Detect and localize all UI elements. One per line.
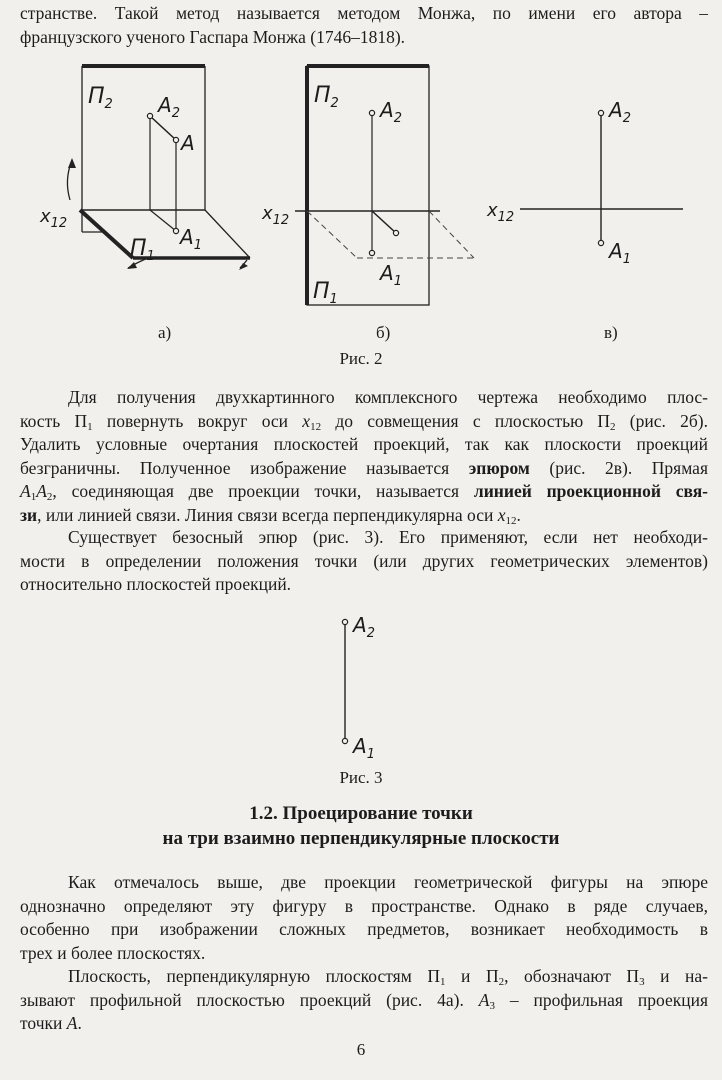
text-line: странстве. Такой метод называется методом Монжа, по имени его автора – bbox=[20, 3, 708, 23]
text-line: Удалить условные очертания плоскостей проекций, так как плоскости проекций bbox=[20, 434, 708, 454]
figure-2-caption: Рис. 2 bbox=[339, 349, 383, 368]
text-line: мости в определении положения точки (или других геометрических элементов) bbox=[20, 550, 708, 571]
label-axis-x12: $x_{12}$ bbox=[487, 200, 515, 225]
caption-2a: а) bbox=[158, 323, 172, 342]
text-line: $A_1A_2$, соединяющая две проекции точки, называется линией проекционной свя- bbox=[20, 481, 708, 503]
figure-2c bbox=[486, 98, 683, 267]
paragraph-2 bbox=[20, 526, 708, 597]
section-heading: 1.2. Проецирование точки bbox=[249, 803, 473, 824]
figure-2a bbox=[39, 66, 250, 270]
text-line: относительно плоскостей проекций. bbox=[20, 574, 292, 594]
label-point-a2: $A_2$ bbox=[158, 93, 180, 121]
figure-3 bbox=[300, 605, 420, 765]
label-point-a2: $A_2$ bbox=[609, 98, 631, 126]
label-point-a1: $A_1$ bbox=[353, 734, 375, 762]
paragraph-3 bbox=[20, 871, 708, 965]
text-line: зи, или линией связи. Линия связи всегда перпендикулярна оси $x_{12}$. bbox=[20, 504, 521, 527]
label-plane-p1: $П_1$ bbox=[130, 236, 155, 264]
label-point-a1: $A_1$ bbox=[609, 239, 631, 267]
figure-3-caption: Рис. 3 bbox=[339, 768, 383, 787]
label-plane-p2: $П_2$ bbox=[314, 83, 339, 111]
text-line: Как отмечалось выше, две проекции геометрической фигуры на эпюре bbox=[68, 872, 708, 892]
label-point-a2: $A_2$ bbox=[353, 613, 375, 641]
text-line: однозначно определяют эту фигуру в пространстве. Однако в ряде случаев, bbox=[20, 895, 708, 916]
label-axis-x12: $x_{12}$ bbox=[40, 206, 68, 231]
text-line: Для получения двухкартинного комплексного чертежа необходимо плос- bbox=[68, 387, 708, 407]
text-line: Существует безосный эпюр (рис. 3). Его применяют, если нет необходи- bbox=[68, 527, 708, 547]
text-line: особенно при изображении сложных предметов, возникает необходимость в bbox=[20, 919, 708, 939]
label-point-a1: $A_1$ bbox=[180, 225, 202, 253]
caption-2b: б) bbox=[376, 323, 391, 342]
label-point-a: A bbox=[181, 131, 195, 155]
caption-2c: в) bbox=[604, 323, 618, 342]
figure-2b bbox=[261, 66, 474, 307]
label-plane-p2: $П_2$ bbox=[88, 84, 113, 112]
paragraph-1 bbox=[20, 386, 708, 527]
text-line: французского ученого Гаспара Монжа (1746–1818). bbox=[20, 26, 406, 47]
text-line: Плоскость, перпендикулярную плоскостям $П_1$ и $П_2$, обозначают $П_3$ и на- bbox=[68, 966, 709, 988]
text-line: трех и более плоскостях. bbox=[20, 942, 206, 963]
paragraph-4 bbox=[20, 965, 708, 1036]
label-plane-p1: $П_1$ bbox=[313, 279, 338, 307]
label-axis-x12: $x_{12}$ bbox=[262, 203, 290, 228]
text-line: точки A. bbox=[20, 1013, 82, 1033]
page-number: 6 bbox=[356, 1040, 366, 1059]
text-line: зывают профильной плоскостью проекций (рис. 4а). $A_3$ – профильная проекция bbox=[20, 989, 708, 1012]
label-point-a2: $A_2$ bbox=[380, 98, 402, 126]
intro-paragraph bbox=[20, 2, 708, 49]
figure-2 bbox=[0, 55, 722, 325]
text-line: кость $П_1$ повернуть вокруг оси $x_{12}$ до совмещения с плоскостью $П_2$ (рис. 2б). bbox=[20, 410, 708, 433]
text-line: безграничны. Полученное изображение называется эпюром (рис. 2в). Прямая bbox=[20, 457, 708, 478]
label-point-a1: $A_1$ bbox=[380, 261, 402, 289]
section-heading-line-2: на три взаимно перпендикулярные плоскости bbox=[162, 828, 560, 849]
